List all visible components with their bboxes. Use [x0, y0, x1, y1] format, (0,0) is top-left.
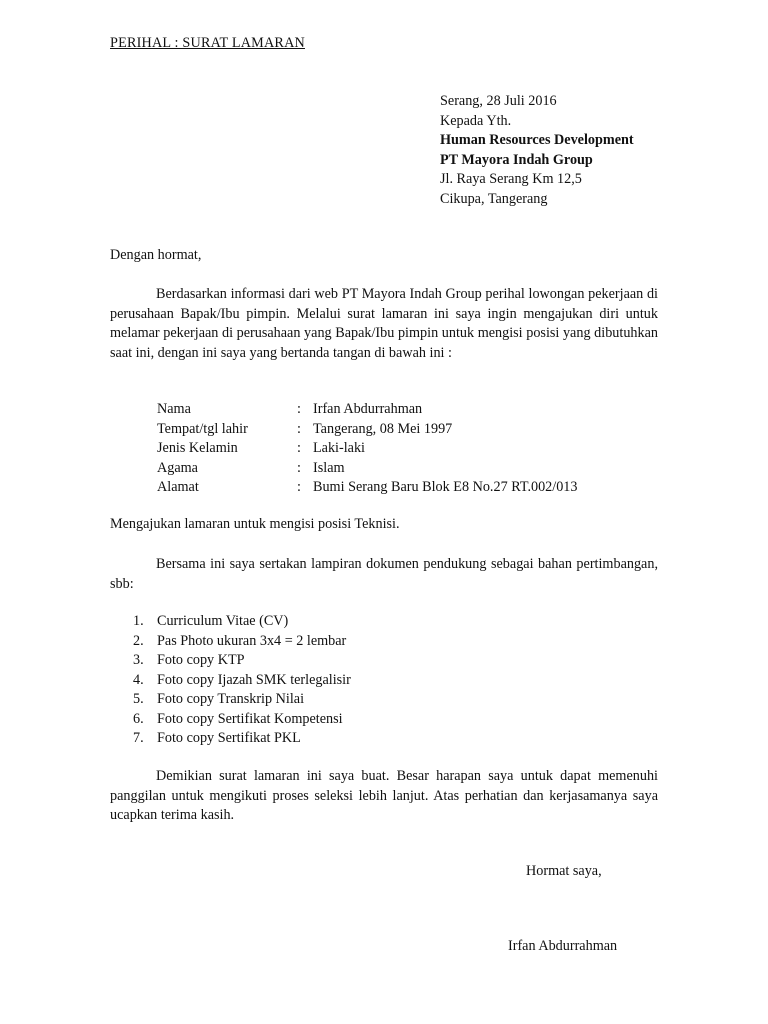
- identity-label: Agama: [157, 459, 198, 476]
- identity-colon: :: [297, 479, 301, 495]
- identity-label: Tempat/tgl lahir: [157, 420, 248, 437]
- list-item-number: 6.: [133, 710, 144, 727]
- attachments-list: [133, 612, 351, 749]
- list-item-number: 7.: [133, 730, 144, 746]
- identity-row: [157, 439, 578, 459]
- list-item: [133, 632, 351, 652]
- identity-value: Laki-laki: [313, 440, 365, 456]
- list-item-text: Foto copy Sertifikat PKL: [157, 730, 301, 746]
- recipient-to: Kepada Yth.: [440, 112, 512, 129]
- identity-colon: :: [297, 420, 301, 437]
- identity-value: Irfan Abdurrahman: [313, 401, 423, 417]
- attachments-paragraph: Bersama ini saya sertakan lampiran dokumen pendukung sebagai bahan pertimbangan, sbb:: [110, 556, 658, 592]
- list-item: [133, 690, 351, 710]
- identity-row: [157, 420, 578, 440]
- identity-row: [157, 400, 578, 420]
- closing-paragraph: Demikian surat lamaran ini saya buat. Besar harapan saya untuk dapat memenuhi panggilan untuk mengikuti proses seleksi lebih lanjut. Atas perhatian dan kerjasamanya saya ucapkan terima kasih.: [110, 768, 658, 823]
- list-item-text: Foto copy Transkrip Nilai: [157, 691, 305, 707]
- list-item-text: Foto copy Sertifikat Kompetensi: [157, 710, 343, 727]
- list-item-text: Foto copy Ijazah SMK terlegalisir: [157, 671, 351, 688]
- list-item: [133, 612, 351, 632]
- list-item-text: Pas Photo ukuran 3x4 = 2 lembar: [157, 632, 347, 649]
- list-item-number: 5.: [133, 691, 144, 707]
- identity-colon: :: [297, 459, 301, 476]
- list-item: [133, 729, 351, 749]
- recipient-department: Human Resources Development: [440, 132, 634, 148]
- list-item: [133, 671, 351, 691]
- list-item-number: 2.: [133, 632, 144, 649]
- identity-row: [157, 459, 578, 479]
- position-statement: Mengajukan lamaran untuk mengisi posisi Teknisi.: [110, 516, 400, 532]
- list-item-number: 3.: [133, 652, 144, 668]
- identity-colon: :: [297, 440, 301, 456]
- list-item-number: 4.: [133, 671, 144, 688]
- identity-value: Bumi Serang Baru Blok E8 No.27 RT.002/013: [313, 479, 578, 495]
- recipient-address-line1: Jl. Raya Serang Km 12,5: [440, 171, 582, 187]
- intro-paragraph: Berdasarkan informasi dari web PT Mayora Indah Group perihal lowongan pekerjaan di perusahaan Bapak/Ibu pimpin. Melalui surat lamaran ini saya ingin mengajukan diri untuk melamar pekerjaan di perusahaan yang Bapak/Ibu pimpin untuk mengisi posisi yang dibutuhkan saat ini, dengan ini saya yang bertanda tangan di bawah ini :: [110, 286, 658, 361]
- list-item-text: Foto copy KTP: [157, 652, 245, 668]
- identity-label: Nama: [157, 401, 191, 417]
- list-item: [133, 710, 351, 730]
- identity-value: Tangerang, 08 Mei 1997: [313, 420, 453, 437]
- identity-label: Alamat: [157, 479, 199, 495]
- identity-colon: :: [297, 401, 301, 417]
- identity-label: Jenis Kelamin: [157, 440, 238, 456]
- list-item-number: 1.: [133, 613, 144, 629]
- recipient-block: [440, 92, 634, 209]
- place-date: Serang, 28 Juli 2016: [440, 93, 557, 109]
- recipient-address-line2: Cikupa, Tangerang: [440, 190, 548, 207]
- identity-value: Islam: [313, 459, 345, 476]
- closing-greeting: Hormat saya,: [526, 863, 602, 879]
- list-item: [133, 651, 351, 671]
- recipient-company: PT Mayora Indah Group: [440, 151, 593, 168]
- identity-table: [157, 400, 578, 498]
- signer-name: Irfan Abdurrahman: [508, 938, 618, 954]
- list-item-text: Curriculum Vitae (CV): [157, 613, 289, 629]
- letter-subject: PERIHAL : SURAT LAMARAN: [110, 35, 305, 51]
- identity-row: [157, 478, 578, 498]
- salutation: Dengan hormat,: [110, 247, 202, 263]
